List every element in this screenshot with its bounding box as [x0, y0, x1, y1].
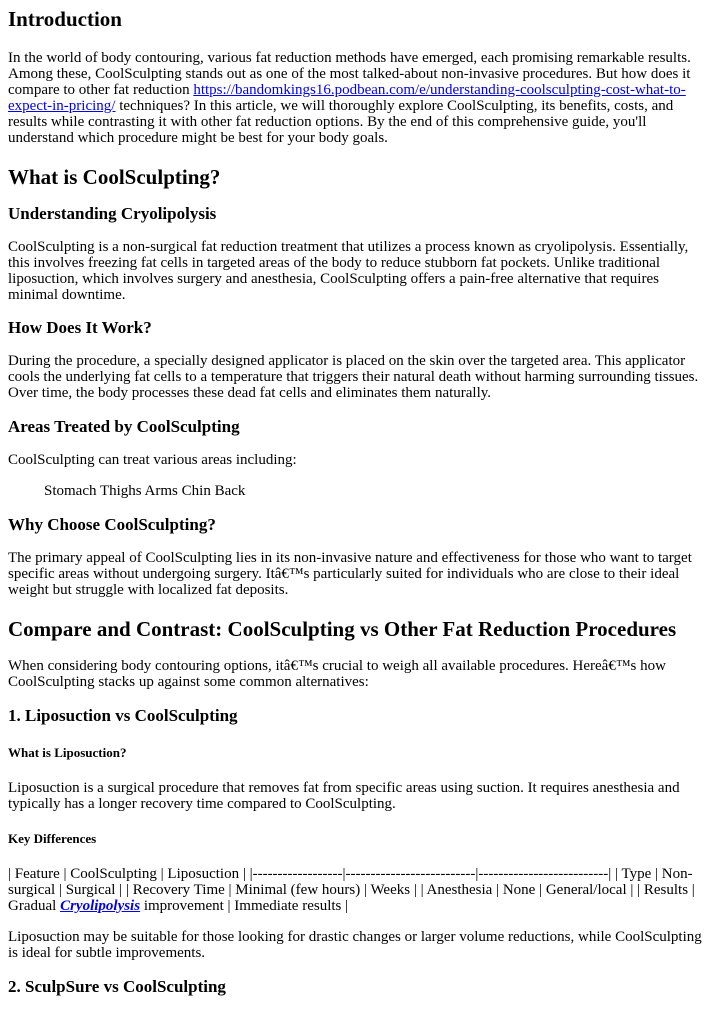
table-text-part2: improvement | Immediate results |: [140, 898, 349, 914]
compare-heading: Compare and Contrast: CoolSculpting vs Other Fat Reduction Procedures: [8, 617, 677, 641]
cryolipolysis-paragraph: CoolSculpting is a non-surgical fat reduction treatment that utilizes a process known as cryolipolysis. Essentially, this involves freezing fat cells in targeted areas of the body to reduce stubborn fat pockets. Unlike traditional liposuction, which involves surgery and anesthesia, CoolSculpting offers a pain-free alternative that requires minimal downtime.: [8, 239, 689, 303]
intro-heading: Introduction: [8, 7, 122, 31]
why-choose-paragraph: The primary appeal of CoolSculpting lies in its non-invasive nature and effectiveness for those who want to target specific areas without undergoing surgery. Itâ€™s particularly suited for individuals who are close to their ideal weight but struggle with localized fat deposits.: [8, 550, 692, 598]
areas-intro-paragraph: CoolSculpting can treat various areas including:: [8, 452, 297, 468]
comparison-table-text: [8, 866, 712, 914]
key-differences-heading: Key Differences: [8, 831, 97, 846]
areas-list: Stomach Thighs Arms Chin Back: [44, 483, 246, 499]
intro-text-part2: techniques? In this article, we will thoroughly explore CoolSculpting, its benefits, costs, and results while contrasting it with other fat reduction options. By the end of this comprehensive guide, you'll understand which procedure might be best for your body goals.: [8, 98, 674, 146]
what-is-heading: What is CoolSculpting?: [8, 165, 221, 189]
how-it-works-heading: How Does It Work?: [8, 318, 152, 337]
intro-paragraph: [8, 50, 712, 146]
liposuction-heading: 1. Liposuction vs CoolSculpting: [8, 706, 238, 725]
liposuction-summary-paragraph: Liposuction may be suitable for those looking for drastic changes or larger volume reductions, while CoolSculpting is ideal for subtle improvements.: [8, 929, 702, 961]
sculpsure-heading: 2. SculpSure vs CoolSculpting: [8, 977, 226, 996]
what-is-liposuction-heading: What is Liposuction?: [8, 745, 127, 760]
compare-intro-paragraph: When considering body contouring options, itâ€™s crucial to weigh all available procedures. Hereâ€™s how CoolSculpting stacks up against some common alternatives:: [8, 658, 666, 690]
liposuction-paragraph: Liposuction is a surgical procedure that removes fat from specific areas using suction. It requires anesthesia and typically has a longer recovery time compared to CoolSculpting.: [8, 780, 680, 812]
cryolipolysis-heading: Understanding Cryolipolysis: [8, 204, 217, 223]
why-choose-heading: Why Choose CoolSculpting?: [8, 515, 216, 534]
intro-text-part1: In the world of body contouring, various fat reduction methods have emerged, each promising remarkable results. Among these, CoolSculpting stands out as one of the most talked-about non-invasive procedures. But how does it compare to other fat reduction: [8, 50, 691, 98]
podbean-link[interactable]: https://bandomkings16.podbean.com/e/understanding-coolsculpting-cost-what-to-expect-in-pricing/: [8, 82, 686, 114]
how-it-works-paragraph: During the procedure, a specially designed applicator is placed on the skin over the targeted area. This applicator cools the underlying fat cells to a temperature that triggers their natural death without harming surrounding tissues. Over time, the body processes these dead fat cells and eliminates them naturally.: [8, 353, 699, 401]
cryolipolysis-link[interactable]: Cryolipolysis: [60, 898, 141, 914]
table-text-part1: | Feature | CoolSculpting | Liposuction | |------------------|--------------------------|--------------------------| | Type | Non-surgical | Surgical | | Recovery Time | Minimal (few hours) | Weeks | | Anesthesia | None | General/local | | Results | Gradual: [8, 866, 695, 914]
areas-treated-heading: Areas Treated by CoolSculpting: [8, 417, 240, 436]
